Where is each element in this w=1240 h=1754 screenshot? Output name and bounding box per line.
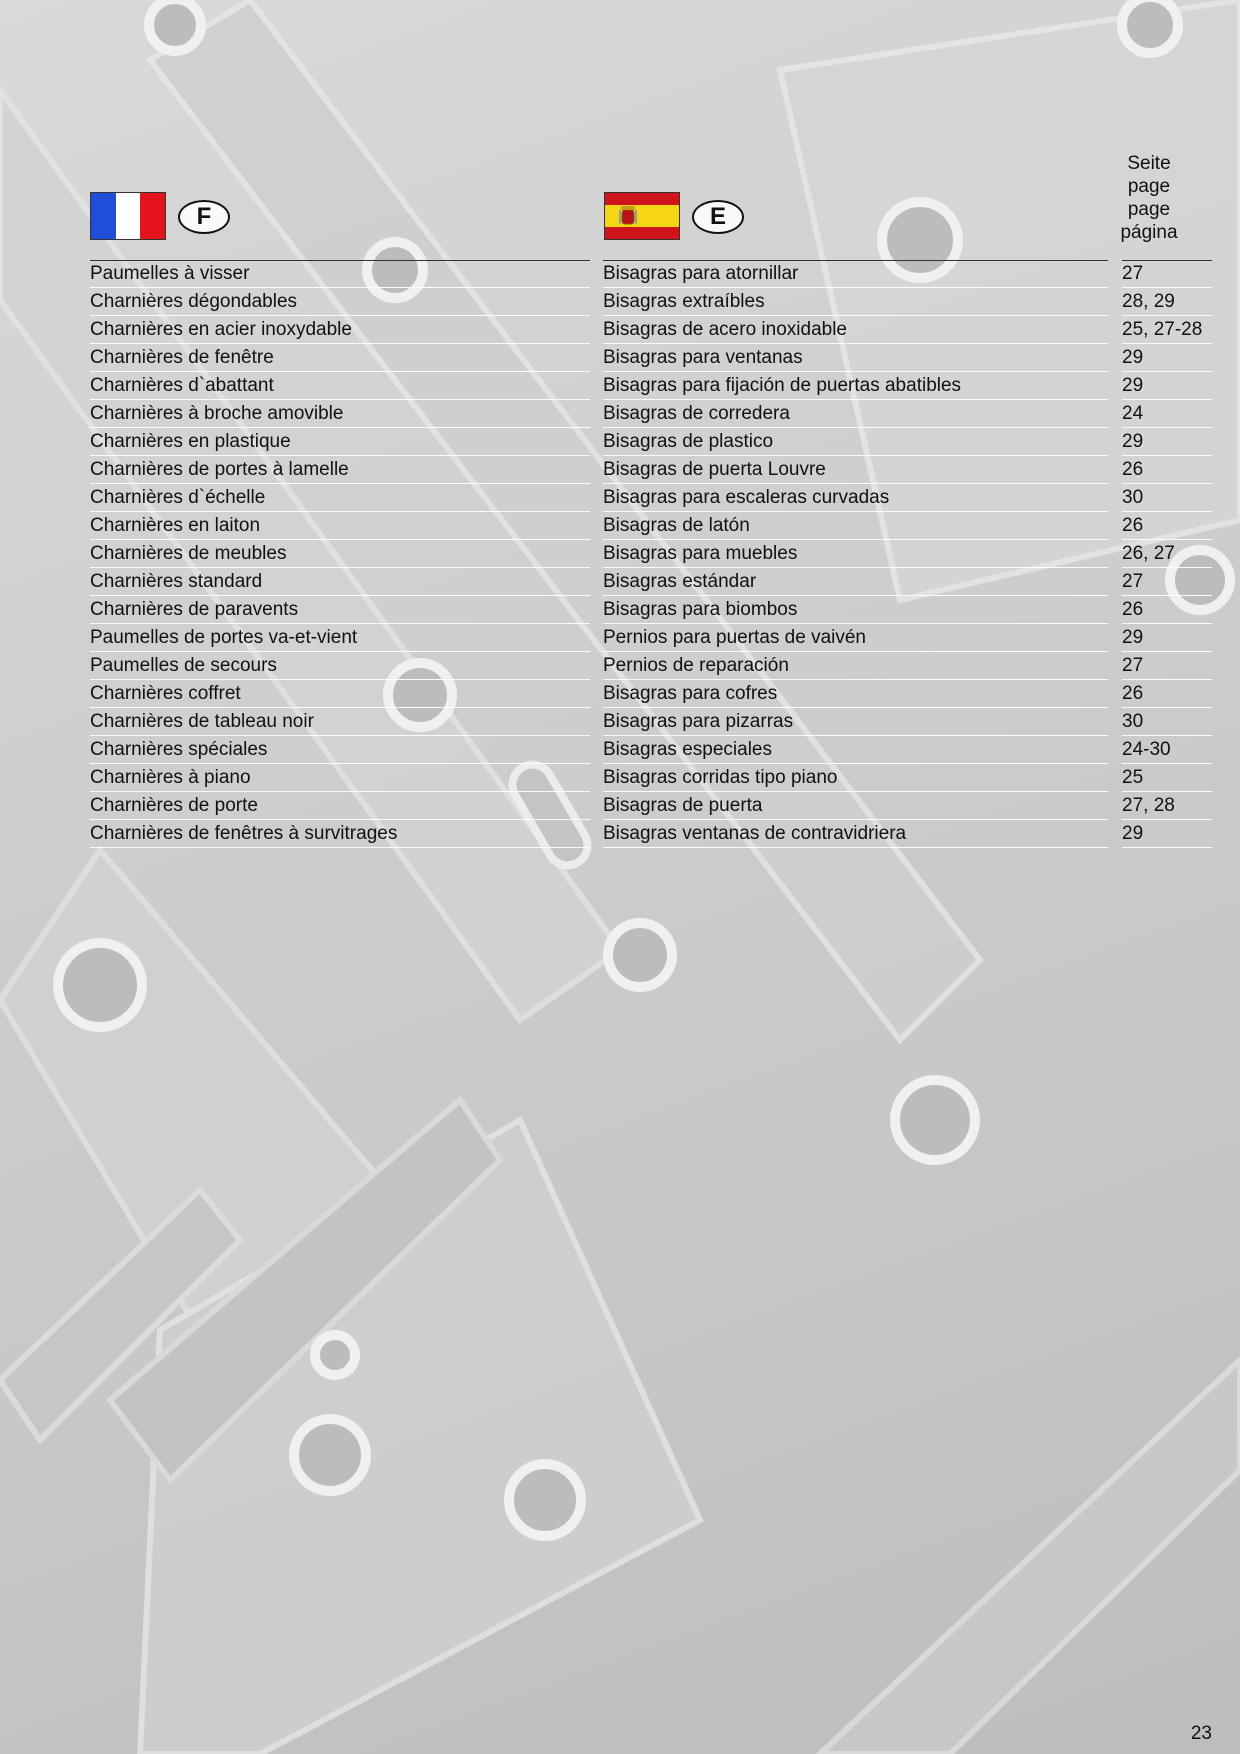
spanish-term: Bisagras de corredera (603, 401, 1108, 428)
spanish-term: Bisagras para fijación de puertas abatibles (603, 373, 1108, 400)
french-term: Charnières standard (90, 569, 590, 596)
page-reference: 25 (1122, 765, 1212, 792)
page-reference: 26 (1122, 513, 1212, 540)
french-term: Paumelles à visser (90, 261, 590, 288)
french-term: Charnières en acier inoxydable (90, 317, 590, 344)
french-term: Charnières de paravents (90, 597, 590, 624)
page-column-label: Seite (1127, 153, 1171, 174)
spanish-terms-column (603, 261, 1108, 849)
page-reference: 28, 29 (1122, 289, 1212, 316)
page-column-header (1100, 152, 1198, 244)
spanish-term: Bisagras para escaleras curvadas (603, 485, 1108, 512)
french-term: Charnières coffret (90, 681, 590, 708)
page-reference: 27 (1122, 569, 1212, 596)
page-reference: 27 (1122, 653, 1212, 680)
french-term: Charnières à broche amovible (90, 401, 590, 428)
page-column-label: page (1127, 199, 1171, 220)
page-number: 23 (1190, 1723, 1212, 1744)
flag-yellow-band (605, 205, 679, 227)
page-reference: 29 (1122, 429, 1212, 456)
page-reference: 24-30 (1122, 737, 1212, 764)
language-code-badge-spanish: E (692, 200, 744, 234)
page-reference: 29 (1122, 373, 1212, 400)
spanish-term: Bisagras estándar (603, 569, 1108, 596)
french-term: Charnières de porte (90, 793, 590, 820)
spanish-term: Bisagras especiales (603, 737, 1108, 764)
french-term: Charnières spéciales (90, 737, 590, 764)
spanish-term: Bisagras para atornillar (603, 261, 1108, 288)
spanish-term: Pernios para puertas de vaivén (603, 625, 1108, 652)
page-reference: 24 (1122, 401, 1212, 428)
french-term: Charnières d`abattant (90, 373, 590, 400)
page-reference: 27, 28 (1122, 793, 1212, 820)
france-flag-icon (90, 192, 166, 240)
page-reference: 29 (1122, 821, 1212, 848)
page-reference: 29 (1122, 625, 1212, 652)
flag-blue-stripe (91, 193, 116, 239)
spanish-term: Bisagras de acero inoxidable (603, 317, 1108, 344)
french-term: Charnières en plastique (90, 429, 590, 456)
spanish-term: Bisagras ventanas de contravidriera (603, 821, 1108, 848)
language-code-badge-french: F (178, 200, 230, 234)
french-term: Charnières de fenêtre (90, 345, 590, 372)
flag-white-stripe (116, 193, 141, 239)
spanish-term: Bisagras de plastico (603, 429, 1108, 456)
flag-red-band-bottom (605, 227, 679, 239)
spanish-term: Bisagras de puerta (603, 793, 1108, 820)
french-term: Charnières de portes à lamelle (90, 457, 590, 484)
spanish-term: Bisagras de puerta Louvre (603, 457, 1108, 484)
page-reference: 27 (1122, 261, 1212, 288)
french-term: Paumelles de secours (90, 653, 590, 680)
french-term: Charnières dégondables (90, 289, 590, 316)
spanish-term: Bisagras para cofres (603, 681, 1108, 708)
page-reference: 26 (1122, 597, 1212, 624)
coat-of-arms-icon (619, 205, 637, 227)
french-term: Charnières de fenêtres à survitrages (90, 821, 590, 848)
page-reference: 26, 27 (1122, 541, 1212, 568)
spanish-term: Bisagras para biombos (603, 597, 1108, 624)
french-term: Charnières d`échelle (90, 485, 590, 512)
page-reference: 30 (1122, 709, 1212, 736)
page-references-column (1122, 261, 1212, 849)
flag-red-stripe (140, 193, 165, 239)
french-term: Charnières à piano (90, 765, 590, 792)
page-reference: 30 (1122, 485, 1212, 512)
spanish-term: Bisagras corridas tipo piano (603, 765, 1108, 792)
page-reference: 25, 27-28 (1122, 317, 1212, 344)
page-column-label: página (1120, 222, 1178, 243)
spain-flag-icon (604, 192, 680, 240)
flag-red-band-top (605, 193, 679, 205)
french-term: Charnières de tableau noir (90, 709, 590, 736)
spanish-term: Bisagras extraíbles (603, 289, 1108, 316)
french-term: Charnières de meubles (90, 541, 590, 568)
spanish-term: Bisagras de latón (603, 513, 1108, 540)
french-term: Charnières en laiton (90, 513, 590, 540)
french-terms-column (90, 261, 590, 849)
spanish-term: Pernios de reparación (603, 653, 1108, 680)
french-term: Paumelles de portes va-et-vient (90, 625, 590, 652)
spanish-term: Bisagras para pizarras (603, 709, 1108, 736)
page-reference: 26 (1122, 681, 1212, 708)
page-reference: 29 (1122, 345, 1212, 372)
page-reference: 26 (1122, 457, 1212, 484)
page-column-label: page (1127, 176, 1171, 197)
spanish-term: Bisagras para ventanas (603, 345, 1108, 372)
spanish-term: Bisagras para muebles (603, 541, 1108, 568)
